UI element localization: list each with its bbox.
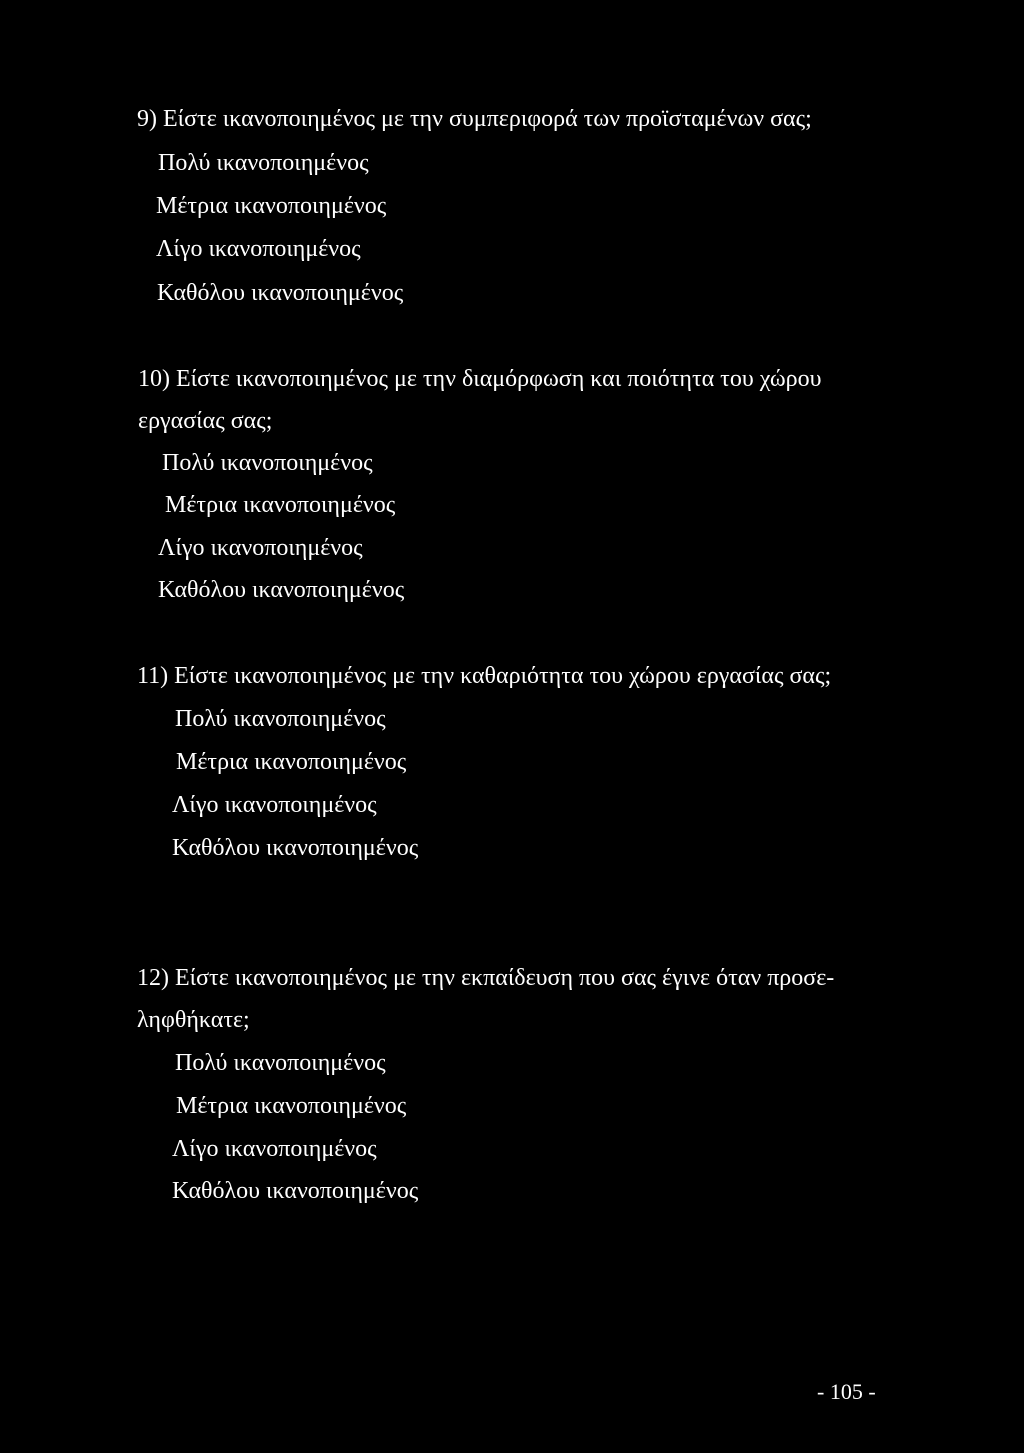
question-12-option-1: Πολύ ικανοποιημένος xyxy=(175,1050,386,1076)
question-11-option-1: Πολύ ικανοποιημένος xyxy=(175,706,386,732)
question-10-option-3: Λίγο ικανοποιημένος xyxy=(158,535,363,561)
question-9-option-1: Πολύ ικανοποιημένος xyxy=(158,150,369,176)
question-11-text: 11) Είστε ικανοποιημένος με την καθαριότητα του χώρου εργασίας σας; xyxy=(137,663,832,689)
question-9-option-2: Μέτρια ικανοποιημένος xyxy=(156,193,387,219)
question-11-option-3: Λίγο ικανοποιημένος xyxy=(172,792,377,818)
question-10-text-line-1: 10) Είστε ικανοποιημένος με την διαμόρφωση και ποιότητα του χώρου xyxy=(138,366,822,392)
question-12-text-line-1: 12) Είστε ικανοποιημένος με την εκπαίδευση που σας έγινε όταν προσε- xyxy=(137,965,835,991)
question-10-text-line-2: εργασίας σας; xyxy=(138,408,273,434)
question-10-option-2: Μέτρια ικανοποιημένος xyxy=(165,492,396,518)
page-number: - 105 - xyxy=(817,1379,876,1404)
question-10-option-4: Καθόλου ικανοποιημένος xyxy=(158,577,405,603)
question-11-option-2: Μέτρια ικανοποιημένος xyxy=(176,749,407,775)
question-9-option-3: Λίγο ικανοποιημένος xyxy=(156,236,361,262)
question-12-option-2: Μέτρια ικανοποιημένος xyxy=(176,1093,407,1119)
question-12-text-line-2: ληφθήκατε; xyxy=(137,1007,250,1033)
question-12-option-3: Λίγο ικανοποιημένος xyxy=(172,1136,377,1162)
question-10-option-1: Πολύ ικανοποιημένος xyxy=(162,450,373,476)
question-9-text: 9) Είστε ικανοποιημένος με την συμπεριφορά των προϊσταμένων σας; xyxy=(137,106,812,132)
question-9-option-4: Καθόλου ικανοποιημένος xyxy=(157,280,404,306)
question-12-option-4: Καθόλου ικανοποιημένος xyxy=(172,1178,419,1204)
question-11-option-4: Καθόλου ικανοποιημένος xyxy=(172,835,419,861)
